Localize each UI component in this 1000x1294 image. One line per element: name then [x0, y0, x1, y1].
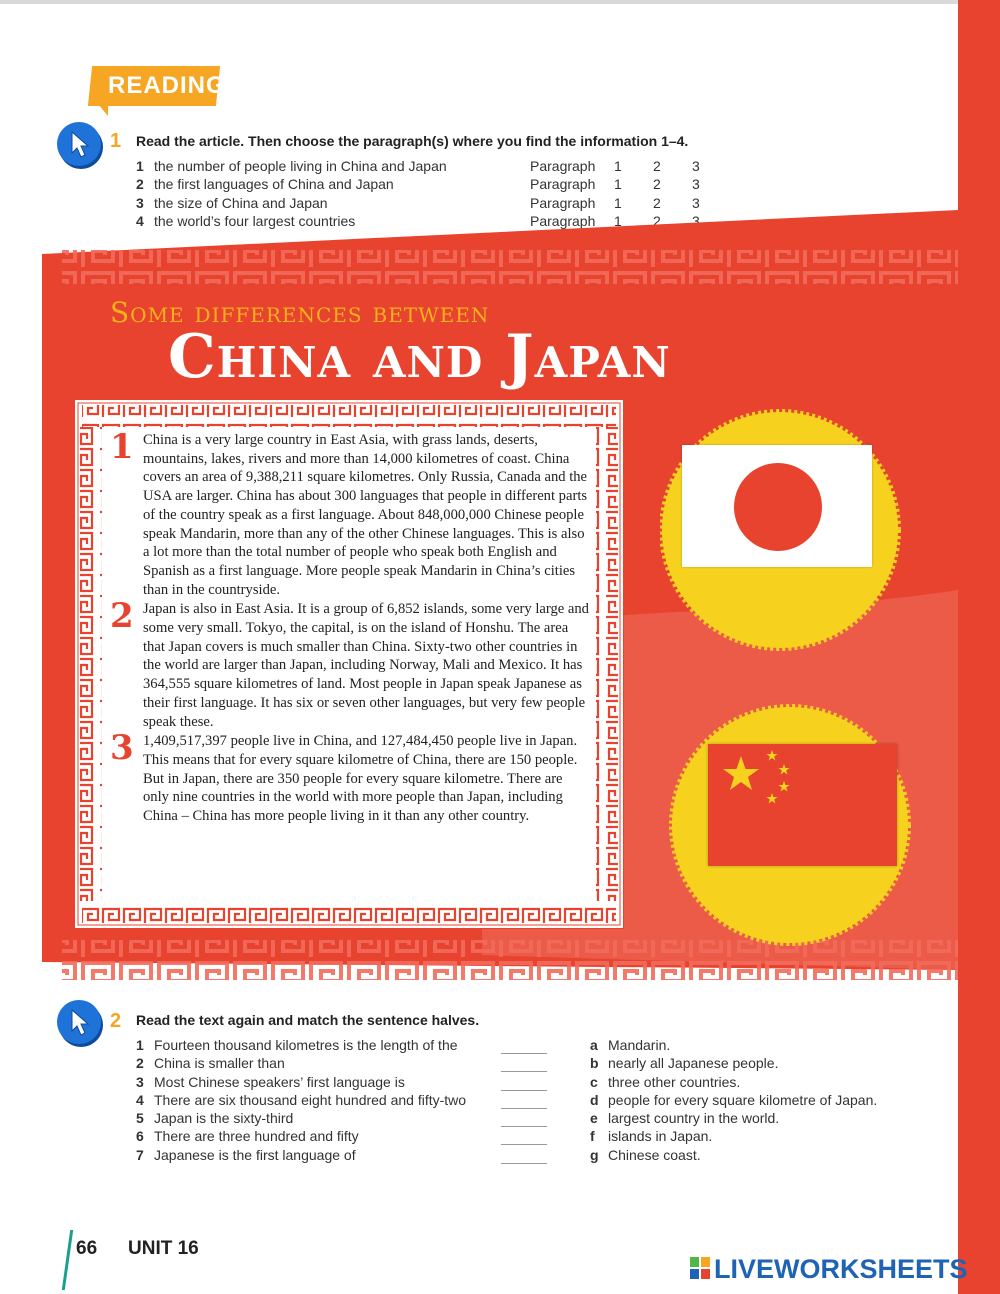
option-paragraph-3[interactable]: 3: [692, 176, 700, 193]
exercise2-cursor-button[interactable]: [57, 1000, 101, 1044]
item-text: largest country in the world.: [608, 1110, 780, 1127]
answer-blank[interactable]: [501, 1090, 547, 1091]
item-number: 7: [136, 1146, 144, 1163]
footer-accent-bar: [62, 1230, 73, 1290]
china-flag-stars: [708, 744, 897, 866]
exercise1-item: [136, 176, 716, 194]
paragraph-text: Japan is also in East Asia. It is a group of 6,852 islands, some very large and some very small. Tokyo, the capital, is on the island of Honshu. The area that Japan covers is much smaller than China. Sixty-two other countries in the world are larger than Japan, including Norway, Mali and Mexico. It has 364,555 square kilometres of land. Most people in Japan speak Japanese as their first language. It has six or seven other languages, but very few people speak these.: [143, 601, 589, 730]
item-text: the number of people living in China and Japan: [154, 158, 447, 174]
article-paragraph-3: [110, 728, 592, 826]
item-letter: g: [590, 1146, 599, 1163]
item-text: the size of China and Japan: [154, 194, 328, 211]
item-letter: a: [590, 1037, 598, 1053]
option-paragraph-1[interactable]: 1: [614, 194, 622, 211]
sentence-beginnings-list: [136, 1037, 556, 1165]
item-number: 2: [136, 176, 144, 193]
option-paragraph-1[interactable]: 1: [614, 176, 622, 193]
sentence-beginning: [136, 1128, 556, 1146]
paragraph-text: 1,409,517,397 people live in China, and 127,484,450 people live in Japan. This means that for every square kilometre of China, there are 150 people. But in Japan, there are 350 people for every square kilometre. There are only nine countries in the world with more people than Japan, including China – China has more people living in it than any other country.: [143, 733, 578, 825]
item-number: 4: [136, 213, 144, 230]
option-paragraph-1[interactable]: 1: [614, 158, 622, 174]
sentence-ending: [590, 1147, 930, 1165]
exercise2-number: 2: [110, 1010, 122, 1032]
logo-squares-icon: [690, 1257, 712, 1281]
article-paragraph-2: [110, 596, 592, 731]
item-text: the world’s four largest countries: [154, 213, 356, 230]
item-number: 1: [136, 1037, 144, 1053]
unit-label: UNIT 16: [128, 1238, 199, 1259]
paragraph-number: 3: [110, 728, 134, 769]
paragraph-label: Paragraph: [530, 194, 596, 211]
option-paragraph-2[interactable]: 2: [653, 158, 661, 174]
item-text: Chinese coast.: [608, 1146, 701, 1163]
exercise1-number: 1: [110, 130, 122, 152]
answer-blank[interactable]: [501, 1108, 547, 1109]
answer-blank[interactable]: [501, 1144, 547, 1145]
sentence-beginning: [136, 1055, 556, 1073]
exercise2-instruction: Read the text again and match the sentence halves.: [136, 1012, 480, 1028]
item-letter: c: [590, 1073, 598, 1090]
item-letter: e: [590, 1110, 598, 1127]
cursor-icon: [57, 1000, 101, 1044]
item-letter: f: [590, 1128, 595, 1145]
item-text: islands in Japan.: [608, 1128, 713, 1145]
sentence-ending: [590, 1055, 930, 1073]
paragraph-number: 2: [110, 596, 134, 637]
item-text: Mandarin.: [608, 1037, 671, 1053]
article-box: [74, 399, 624, 929]
item-text: Japanese is the first language of: [154, 1146, 356, 1163]
japan-flag-image: [682, 445, 872, 567]
reading-section-tag: [90, 66, 226, 110]
cursor-icon: [57, 122, 101, 166]
paragraph-label: Paragraph: [530, 176, 596, 193]
item-letter: d: [590, 1091, 599, 1108]
option-paragraph-3[interactable]: 3: [692, 158, 700, 174]
item-number: 2: [136, 1055, 144, 1072]
paragraph-number: 1: [110, 427, 134, 467]
option-paragraph-2[interactable]: 2: [653, 194, 661, 211]
option-paragraph-1[interactable]: 1: [614, 213, 622, 230]
sentence-ending: [590, 1110, 930, 1128]
china-flag-image: [708, 744, 897, 866]
top-divider: [0, 0, 958, 4]
item-number: 5: [136, 1110, 144, 1127]
option-paragraph-3[interactable]: 3: [692, 194, 700, 211]
paragraph-text: China is a very large country in East Asia, with grass lands, deserts, mountains, lakes, rivers and more than 14,000 kilometres of coast. China covers an area of 9,388,211 square kilometres. Only Russia, Canada and the USA are larger. China has about 300 languages that people in different parts of the country speak as a first language. About 848,000,000 Chinese people speak Mandarin, more than any of the other Chinese languages. This is also a lot more than the total number of people who speak both English and Spanish as a first language. More people speak Mandarin in China’s cities than in the countryside.: [143, 432, 588, 598]
sentence-ending: [590, 1128, 930, 1146]
item-number: 6: [136, 1128, 144, 1145]
article-text: [110, 427, 592, 827]
item-text: Most Chinese speakers’ first language is: [154, 1073, 405, 1090]
answer-blank[interactable]: [501, 1126, 547, 1127]
option-paragraph-2[interactable]: 2: [653, 176, 661, 193]
sentence-endings-list: [590, 1037, 930, 1165]
item-number: 3: [136, 194, 144, 211]
sentence-beginning: [136, 1110, 556, 1128]
item-number: 3: [136, 1073, 144, 1090]
item-text: Japan is the sixty-third: [154, 1110, 294, 1127]
liveworksheets-logo[interactable]: [690, 1255, 990, 1285]
item-text: There are three hundred and fifty: [154, 1128, 359, 1145]
item-letter: b: [590, 1055, 599, 1072]
answer-blank[interactable]: [501, 1071, 547, 1072]
logo-text: LIVEWORKSHEETS: [714, 1254, 968, 1284]
reading-label: READING: [108, 72, 226, 99]
sentence-beginning: [136, 1074, 556, 1092]
answer-blank[interactable]: [501, 1053, 547, 1054]
item-text: China is smaller than: [154, 1055, 285, 1072]
sentence-ending: [590, 1037, 930, 1055]
article-paragraph-1: [110, 427, 592, 599]
exercise1-cursor-button[interactable]: [57, 122, 101, 166]
item-text: three other countries.: [608, 1073, 741, 1090]
sentence-beginning: [136, 1092, 556, 1110]
item-text: There are six thousand eight hundred and fifty-two: [154, 1091, 467, 1108]
answer-blank[interactable]: [501, 1163, 547, 1164]
option-paragraph-3[interactable]: 3: [692, 213, 700, 230]
article-subtitle: Some differences between: [110, 296, 490, 329]
sentence-beginning: [136, 1147, 556, 1165]
item-text: nearly all Japanese people.: [608, 1055, 779, 1072]
sentence-ending: [590, 1092, 930, 1110]
page-number: 66: [76, 1238, 98, 1259]
paragraph-label: Paragraph: [530, 213, 596, 230]
item-text: Fourteen thousand kilometres is the length of the: [154, 1037, 458, 1053]
paragraph-label: Paragraph: [530, 158, 596, 174]
exercise1-instruction: Read the article. Then choose the paragraph(s) where you find the information 1–4.: [136, 133, 689, 149]
item-text: people for every square kilometre of Japan.: [608, 1091, 878, 1108]
item-number: 4: [136, 1091, 144, 1108]
item-number: 1: [136, 158, 144, 174]
article-title: China and Japan: [168, 322, 671, 392]
sentence-ending: [590, 1074, 930, 1092]
option-paragraph-2[interactable]: 2: [653, 213, 661, 230]
exercise1-item: [136, 158, 716, 176]
item-text: the first languages of China and Japan: [154, 176, 394, 193]
sentence-beginning: [136, 1037, 556, 1055]
